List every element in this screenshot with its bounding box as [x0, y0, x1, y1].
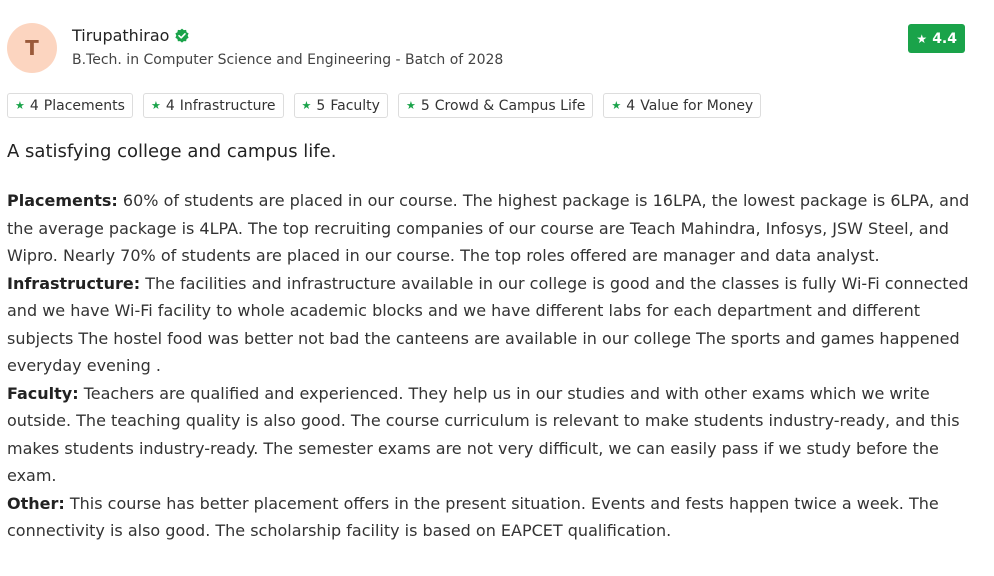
rating-chip-infrastructure	[143, 93, 284, 118]
star-icon: ★	[150, 99, 161, 112]
rating-chip-value-for-money	[603, 93, 761, 118]
rating-value: 4	[626, 97, 636, 114]
star-icon: ★	[916, 31, 928, 46]
reviewer-name[interactable]: Tirupathirao	[72, 26, 170, 45]
rating-label: Value for Money	[640, 97, 754, 114]
star-icon: ★	[405, 99, 416, 112]
section-text: Teachers are qualified and experienced. They help us in our studies and with other exams which we write outside. The teaching quality is also good. The course curriculum is relevant to make students industry-ready, and this makes students industry-ready. The semester exams are not very difficult, we can easily pass if we study before the exam.	[7, 383, 960, 485]
review-section-placements	[7, 187, 982, 270]
rating-value: 5	[420, 97, 430, 114]
rating-chip-placements	[7, 93, 133, 118]
review-section-infrastructure	[7, 270, 982, 380]
review-section-other	[7, 490, 982, 545]
section-text: This course has better placement offers in the present situation. Events and fests happen twice a week. The connectivity is also good. The scholarship facility is based on EAPCET qualification.	[7, 493, 939, 540]
review-header	[7, 21, 967, 77]
rating-value: 4	[165, 97, 175, 114]
verified-check-icon	[174, 28, 190, 44]
rating-chip-campus-life	[398, 93, 593, 118]
rating-value: 4	[29, 97, 39, 114]
review-section-faculty	[7, 380, 982, 490]
rating-label: Infrastructure	[179, 97, 276, 114]
rating-label: Crowd & Campus Life	[434, 97, 586, 114]
overall-rating-badge	[908, 24, 965, 53]
star-icon: ★	[611, 99, 622, 112]
rating-chip-faculty	[294, 93, 388, 118]
section-label: Infrastructure:	[7, 273, 141, 293]
section-label: Placements:	[7, 191, 118, 210]
star-icon: ★	[15, 99, 25, 112]
rating-chips	[7, 93, 761, 118]
review-body	[7, 187, 982, 545]
overall-rating-value: 4.4	[932, 30, 957, 47]
section-label: Faculty:	[7, 383, 79, 403]
rating-label: Faculty	[330, 97, 380, 114]
reviewer-name-row	[72, 26, 190, 45]
rating-label: Placements	[43, 97, 125, 114]
avatar: T	[7, 23, 57, 73]
reviewer-course: B.Tech. in Computer Science and Engineering - Batch of 2028	[72, 52, 504, 68]
rating-value: 5	[316, 97, 326, 114]
section-text: 60% of students are placed in our course. The highest package is 16LPA, the lowest package is 6LPA, and the average package is 4LPA. The top recruiting companies of our course are Teach Mahindra, Infosys, JSW Steel, and Wipro. Nearly 70% of students are placed in our course. The top roles offered are manager and data analyst.	[7, 191, 970, 265]
section-label: Other:	[7, 493, 65, 513]
section-text: The facilities and infrastructure available in our college is good and the classes is fully Wi-Fi connected and we have Wi-Fi facility to whole academic blocks and we have different labs for each department and different subjects The hostel food was better not bad the canteens are available in our college The sports and games happened everyday evening .	[7, 273, 969, 375]
star-icon: ★	[301, 99, 312, 112]
review-title: A satisfying college and campus life.	[7, 141, 337, 162]
